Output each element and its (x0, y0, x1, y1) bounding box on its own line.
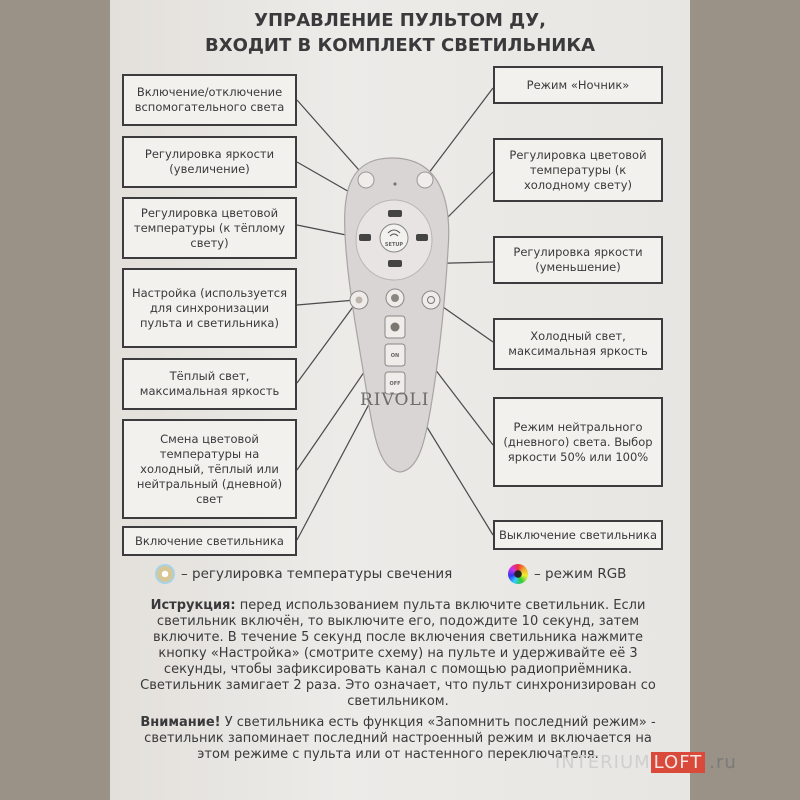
callout-neutral: Режим нейтрального (дневного) света. Выбор яркости 50% или 100% (493, 397, 663, 487)
watermark-part3: .ru (709, 752, 737, 773)
instruction-lead: Иструкция: (150, 598, 236, 613)
title-line-2: ВХОДИТ В КОМПЛЕКТ СВЕТИЛЬНИКА (204, 35, 596, 56)
callout-off: Выключение светильника (493, 520, 663, 550)
callout-setup: Настройка (используется для синхронизации пульта и светильника) (122, 268, 297, 348)
on-button-label: ON (390, 353, 400, 359)
warning-lead: Внимание! (140, 715, 221, 730)
legend-rgb-label: – режим RGB (534, 566, 627, 582)
legend-temp-label: – регулировка температуры свечения (181, 566, 453, 582)
instruction-text: перед использованием пульта включите светильник. Если светильник включён, то выключите его, подождите 10 секунд, затем включите. В течение 5 секунд после включения светильника нажмите кнопку «Настройка» (смотрите схему) на пульте и удерживайте её 3 секунды, чтобы зафиксировать канал с помощью радиоприёмника. Светильник замигает 2 раза. Это означает, что пульт синхронизирован со светильником. (140, 598, 656, 709)
setup-label: SETUP (384, 242, 404, 248)
warning-text: У светильника есть функция «Запомнить последний режим» - светильник запоминает последний настроенный режим и включается на этом режиме с пульта или от настенного переключателя. (144, 715, 656, 762)
callout-aux-light: Включение/отключение вспомогательного света (122, 74, 297, 126)
warm-temp-button[interactable] (359, 234, 371, 241)
callout-cold-max: Холодный свет, максимальная яркость (493, 318, 663, 370)
callout-temp-warm: Регулировка цветовой температуры (к тёплому свету) (122, 197, 297, 259)
brightness-down-button[interactable] (388, 260, 402, 267)
aux-light-button[interactable] (358, 172, 374, 188)
rgb-disc-icon (508, 564, 528, 584)
remote-brand: RIVOLI (360, 390, 430, 410)
title-line-1: УПРАВЛЕНИЕ ПУЛЬТОМ ДУ, (254, 10, 546, 31)
callout-night-mode: Режим «Ночник» (493, 66, 663, 104)
callout-warm-max: Тёплый свет, максимальная яркость (122, 358, 297, 410)
callout-temp-switch: Смена цветовой температуры на холодный, тёплый или нейтральный (дневной) свет (122, 419, 297, 519)
watermark-part1: INTERIUM (555, 752, 651, 773)
legend-temp (155, 564, 452, 584)
cold-max-button[interactable] (422, 291, 440, 309)
callout-brightness-down: Регулировка яркости (уменьшение) (493, 236, 663, 284)
watermark-part2: LOFT (651, 752, 706, 773)
callout-brightness-up: Регулировка яркости (увеличение) (122, 136, 297, 188)
watermark-logo (555, 752, 737, 773)
callout-temp-cold: Регулировка цветовой температуры (к холодному свету) (493, 138, 663, 202)
temp-disc-icon (155, 564, 175, 584)
cold-temp-button[interactable] (416, 234, 428, 241)
callout-on: Включение светильника (122, 526, 297, 556)
off-button-label: OFF (389, 381, 401, 387)
legend-rgb (508, 564, 626, 584)
instruction-paragraph (128, 598, 668, 710)
brightness-up-button[interactable] (388, 210, 402, 217)
night-mode-button[interactable] (417, 172, 433, 188)
